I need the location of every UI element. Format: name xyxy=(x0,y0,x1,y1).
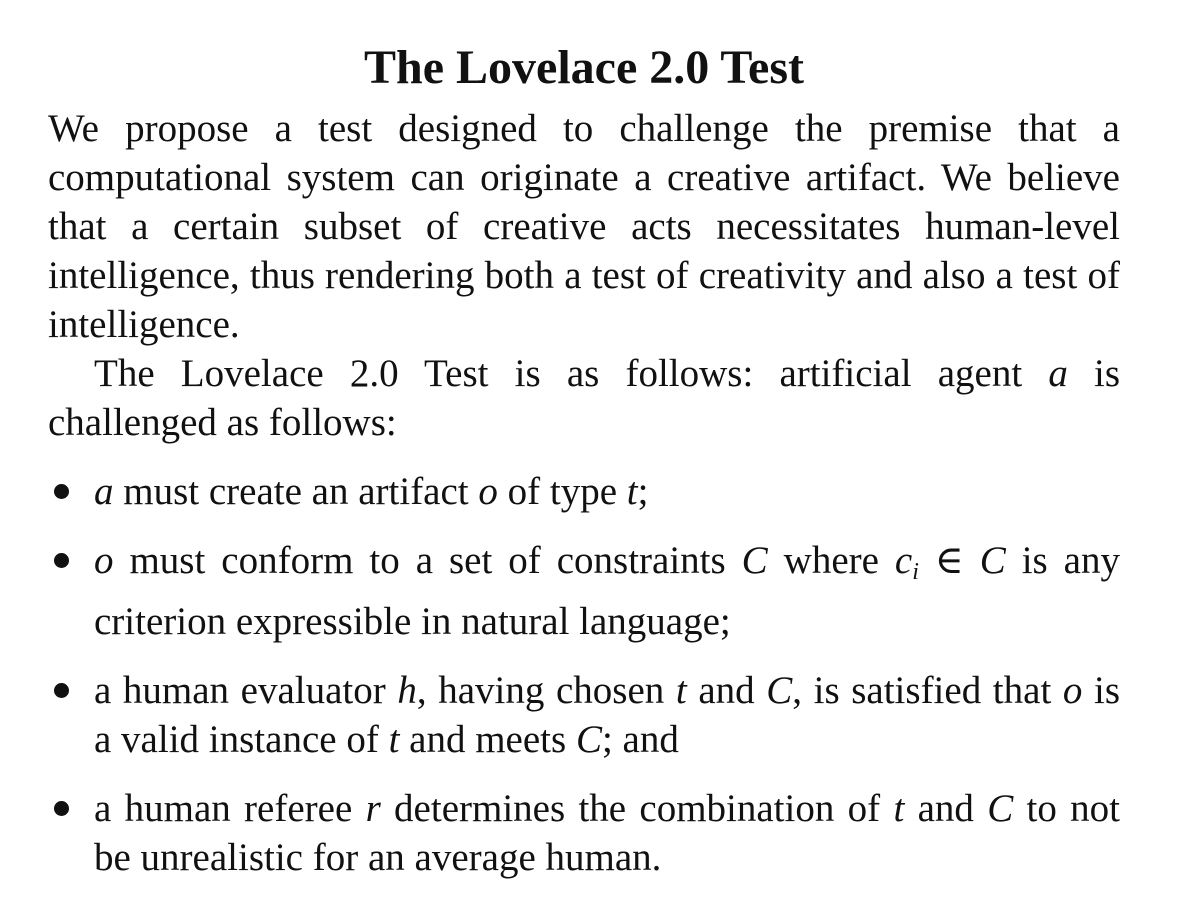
list-text: determines the combination of xyxy=(380,787,894,830)
math-var: c xyxy=(894,539,913,582)
math-var: t xyxy=(388,718,400,761)
math-element-of: ∈ xyxy=(918,539,980,582)
math-var: a xyxy=(94,470,114,513)
math-var: C xyxy=(979,539,1006,582)
list-text: a human evaluator xyxy=(94,669,398,712)
list-item-evaluator xyxy=(48,666,1120,764)
list-text: and meets xyxy=(399,718,576,761)
list-text: and xyxy=(904,787,988,830)
math-var: o xyxy=(478,470,498,513)
list-text: to not be unrealistic for an average human. xyxy=(94,787,1121,879)
test-definition-paragraph xyxy=(48,349,1120,447)
math-var: o xyxy=(1062,669,1083,712)
para2-text-after: is challenged as follows: xyxy=(48,352,1121,444)
bullet-dot-icon xyxy=(54,683,69,698)
list-text: must create an artifact xyxy=(113,470,479,513)
math-var: h xyxy=(397,669,417,712)
test-conditions-list xyxy=(48,467,1120,882)
math-subscript: i xyxy=(912,559,919,585)
bullet-dot-icon xyxy=(54,553,69,568)
list-text: ; xyxy=(637,470,649,513)
para2-text-before: The Lovelace 2.0 Test is as follows: artificial agent xyxy=(94,352,1049,395)
math-var: r xyxy=(365,787,381,830)
list-text: of type xyxy=(497,470,627,513)
list-text: must conform to a set of constraints xyxy=(113,539,742,582)
math-var: t xyxy=(675,669,687,712)
list-text: is any criterion expressible in natural language; xyxy=(94,539,1120,643)
list-text: and xyxy=(686,669,767,712)
agent-variable: a xyxy=(1048,352,1068,395)
abstract-paragraph: We propose a test designed to challenge the premise that a computational system can originate a creative artifact. We believe that a certain subset of creative acts necessitates human-level intelligence, thus rendering both a test of creativity and also a test of intelligence. xyxy=(48,107,1120,346)
math-var: C xyxy=(575,718,602,761)
math-var: t xyxy=(626,470,638,513)
list-item-create-artifact xyxy=(48,467,1120,516)
bullet-dot-icon xyxy=(54,801,69,816)
list-item-referee xyxy=(48,784,1120,882)
paper-excerpt xyxy=(48,36,1120,902)
math-var: t xyxy=(893,787,905,830)
list-text: where xyxy=(767,539,895,582)
list-text: is a valid instance of xyxy=(94,669,1121,761)
list-text: , having chosen xyxy=(416,669,676,712)
math-var: o xyxy=(94,539,114,582)
list-text: , is satisfied that xyxy=(792,669,1063,712)
list-text: ; and xyxy=(601,718,679,761)
list-text: a human referee xyxy=(94,787,366,830)
math-var: C xyxy=(741,539,768,582)
math-var: C xyxy=(987,787,1014,830)
list-item-constraints xyxy=(48,536,1120,646)
math-var: C xyxy=(766,669,793,712)
bullet-dot-icon xyxy=(54,484,69,499)
section-title: The Lovelace 2.0 Test xyxy=(364,41,804,94)
